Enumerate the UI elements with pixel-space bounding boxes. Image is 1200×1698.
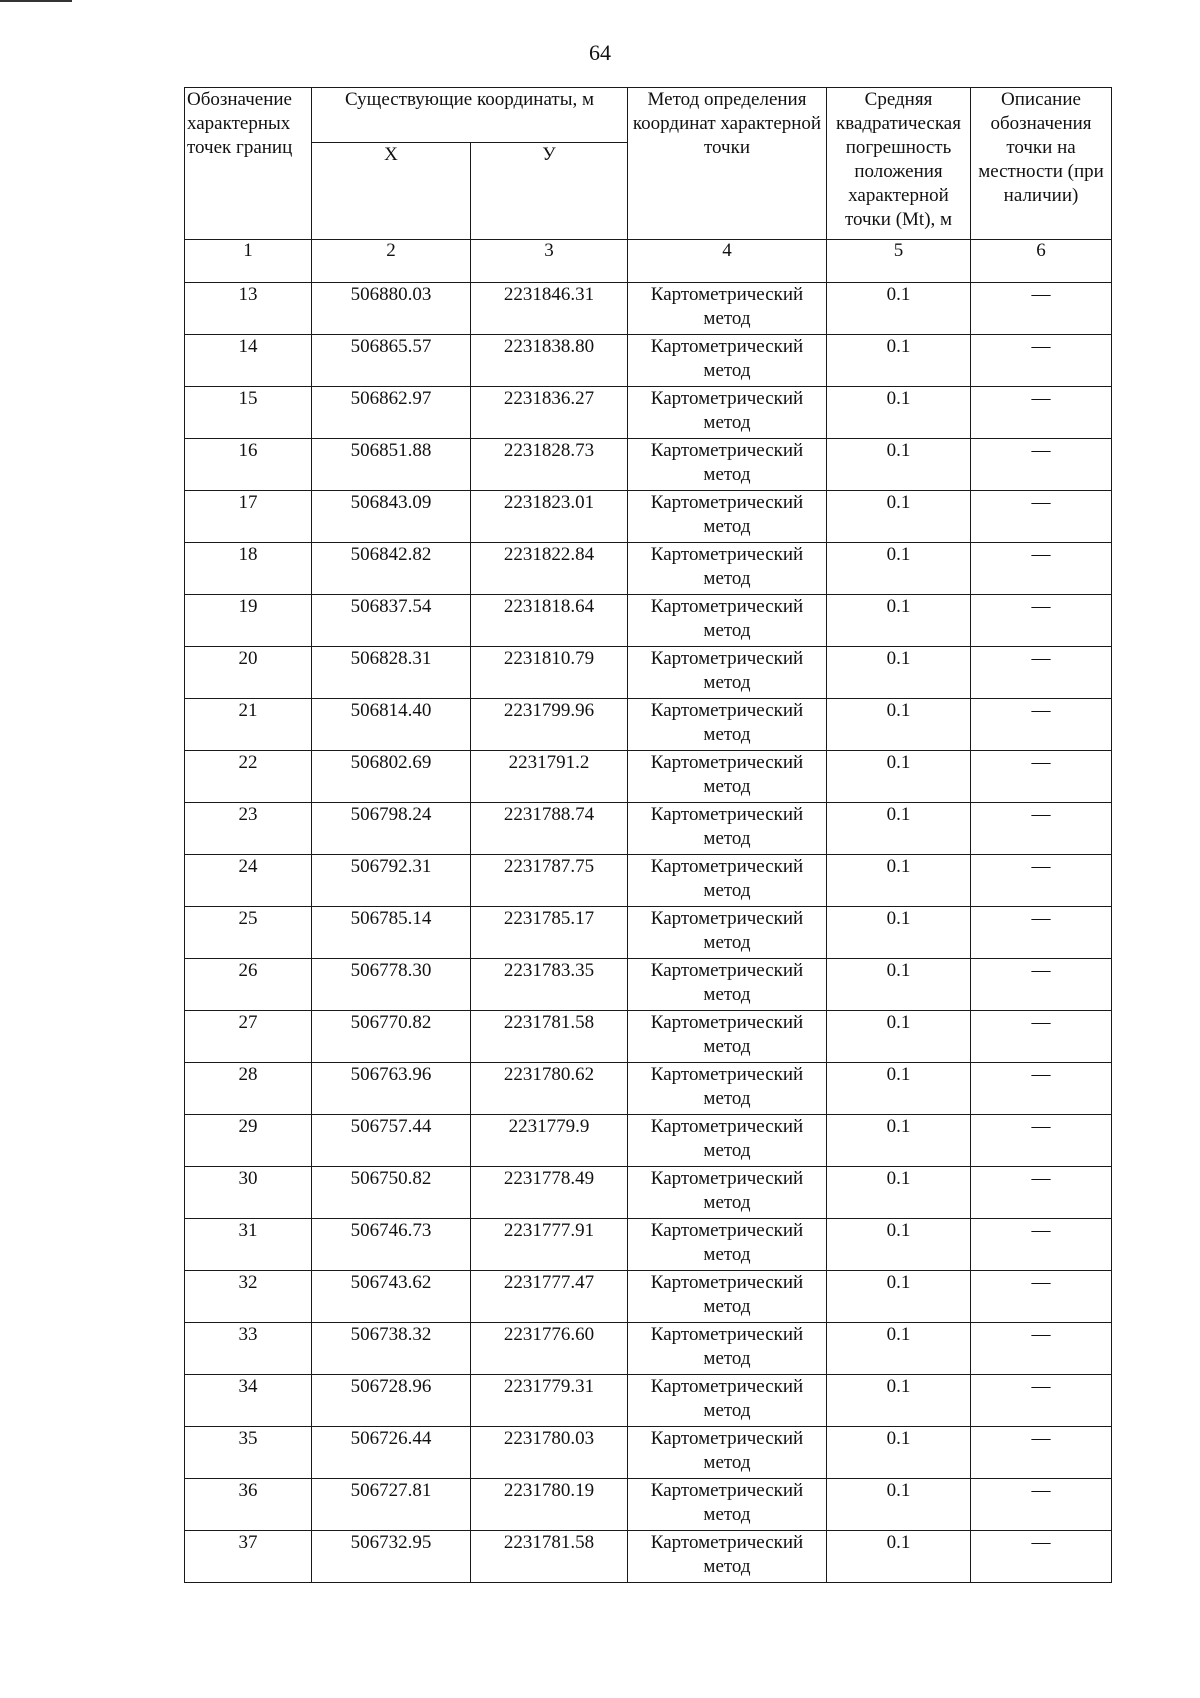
- y-coordinate-cell: 2231780.62: [471, 1063, 628, 1115]
- description-cell: —: [971, 283, 1112, 335]
- x-coordinate-cell: 506798.24: [312, 803, 471, 855]
- method-cell: Картометрический метод: [628, 387, 827, 439]
- y-coordinate-cell: 2231846.31: [471, 283, 628, 335]
- point-number-cell: 15: [185, 387, 312, 439]
- y-coordinate-cell: 2231783.35: [471, 959, 628, 1011]
- description-cell: —: [971, 1063, 1112, 1115]
- y-coordinate-cell: 2231818.64: [471, 595, 628, 647]
- point-number-cell: 23: [185, 803, 312, 855]
- description-cell: —: [971, 803, 1112, 855]
- table-row: [185, 803, 1112, 855]
- table-row: [185, 959, 1112, 1011]
- y-coordinate-cell: 2231810.79: [471, 647, 628, 699]
- method-cell: Картометрический метод: [628, 439, 827, 491]
- method-cell: Картометрический метод: [628, 491, 827, 543]
- method-cell: Картометрический метод: [628, 1375, 827, 1427]
- x-coordinate-cell: 506778.30: [312, 959, 471, 1011]
- description-cell: —: [971, 595, 1112, 647]
- x-coordinate-cell: 506728.96: [312, 1375, 471, 1427]
- column-number: 2: [312, 240, 471, 283]
- mean-error-cell: 0.1: [827, 1271, 971, 1323]
- description-cell: —: [971, 1323, 1112, 1375]
- y-coordinate-cell: 2231777.91: [471, 1219, 628, 1271]
- x-coordinate-cell: 506770.82: [312, 1011, 471, 1063]
- table-row: [185, 699, 1112, 751]
- mean-error-cell: 0.1: [827, 1167, 971, 1219]
- point-number-cell: 13: [185, 283, 312, 335]
- mean-error-cell: 0.1: [827, 1011, 971, 1063]
- y-coordinate-cell: 2231781.58: [471, 1011, 628, 1063]
- method-cell: Картометрический метод: [628, 595, 827, 647]
- header-designation: Обозначение характерных точек границ: [185, 88, 312, 240]
- mean-error-cell: 0.1: [827, 543, 971, 595]
- description-cell: —: [971, 959, 1112, 1011]
- y-coordinate-cell: 2231788.74: [471, 803, 628, 855]
- point-number-cell: 34: [185, 1375, 312, 1427]
- point-number-cell: 18: [185, 543, 312, 595]
- table-row: [185, 1531, 1112, 1583]
- mean-error-cell: 0.1: [827, 959, 971, 1011]
- table-row: [185, 647, 1112, 699]
- method-cell: Картометрический метод: [628, 1167, 827, 1219]
- method-cell: Картометрический метод: [628, 1427, 827, 1479]
- y-coordinate-cell: 2231778.49: [471, 1167, 628, 1219]
- description-cell: —: [971, 543, 1112, 595]
- header-method: Метод определения координат характерной точки: [628, 88, 827, 240]
- method-cell: Картометрический метод: [628, 1271, 827, 1323]
- header-x: Х: [312, 143, 471, 240]
- description-cell: —: [971, 1271, 1112, 1323]
- method-cell: Картометрический метод: [628, 803, 827, 855]
- method-cell: Картометрический метод: [628, 1219, 827, 1271]
- y-coordinate-cell: 2231781.58: [471, 1531, 628, 1583]
- method-cell: Картометрический метод: [628, 1063, 827, 1115]
- point-number-cell: 29: [185, 1115, 312, 1167]
- description-cell: —: [971, 387, 1112, 439]
- y-coordinate-cell: 2231836.27: [471, 387, 628, 439]
- x-coordinate-cell: 506763.96: [312, 1063, 471, 1115]
- header-row: [185, 88, 1112, 143]
- mean-error-cell: 0.1: [827, 1219, 971, 1271]
- method-cell: Картометрический метод: [628, 907, 827, 959]
- method-cell: Картометрический метод: [628, 751, 827, 803]
- column-number: 6: [971, 240, 1112, 283]
- x-coordinate-cell: 506726.44: [312, 1427, 471, 1479]
- description-cell: —: [971, 751, 1112, 803]
- x-coordinate-cell: 506738.32: [312, 1323, 471, 1375]
- table-row: [185, 907, 1112, 959]
- header-description: Описание обозначения точки на местности (при наличии): [971, 88, 1112, 240]
- mean-error-cell: 0.1: [827, 335, 971, 387]
- mean-error-cell: 0.1: [827, 387, 971, 439]
- point-number-cell: 36: [185, 1479, 312, 1531]
- table-row: [185, 283, 1112, 335]
- table-row: [185, 1011, 1112, 1063]
- method-cell: Картометрический метод: [628, 335, 827, 387]
- point-number-cell: 14: [185, 335, 312, 387]
- y-coordinate-cell: 2231799.96: [471, 699, 628, 751]
- y-coordinate-cell: 2231838.80: [471, 335, 628, 387]
- mean-error-cell: 0.1: [827, 439, 971, 491]
- mean-error-cell: 0.1: [827, 699, 971, 751]
- method-cell: Картометрический метод: [628, 283, 827, 335]
- x-coordinate-cell: 506750.82: [312, 1167, 471, 1219]
- mean-error-cell: 0.1: [827, 491, 971, 543]
- mean-error-cell: 0.1: [827, 1479, 971, 1531]
- description-cell: —: [971, 335, 1112, 387]
- description-cell: —: [971, 1219, 1112, 1271]
- x-coordinate-cell: 506843.09: [312, 491, 471, 543]
- mean-error-cell: 0.1: [827, 647, 971, 699]
- x-coordinate-cell: 506757.44: [312, 1115, 471, 1167]
- y-coordinate-cell: 2231776.60: [471, 1323, 628, 1375]
- x-coordinate-cell: 506802.69: [312, 751, 471, 803]
- y-coordinate-cell: 2231777.47: [471, 1271, 628, 1323]
- method-cell: Картометрический метод: [628, 1479, 827, 1531]
- description-cell: —: [971, 491, 1112, 543]
- x-coordinate-cell: 506732.95: [312, 1531, 471, 1583]
- column-number: 4: [628, 240, 827, 283]
- x-coordinate-cell: 506865.57: [312, 335, 471, 387]
- mean-error-cell: 0.1: [827, 1115, 971, 1167]
- y-coordinate-cell: 2231787.75: [471, 855, 628, 907]
- mean-error-cell: 0.1: [827, 751, 971, 803]
- table-row: [185, 387, 1112, 439]
- x-coordinate-cell: 506851.88: [312, 439, 471, 491]
- table-row: [185, 335, 1112, 387]
- point-number-cell: 27: [185, 1011, 312, 1063]
- point-number-cell: 32: [185, 1271, 312, 1323]
- header-mean-error: Средняя квадратическая погрешность положения характерной точки (Mt), м: [827, 88, 971, 240]
- corner-line: [0, 0, 72, 2]
- mean-error-cell: 0.1: [827, 283, 971, 335]
- point-number-cell: 21: [185, 699, 312, 751]
- mean-error-cell: 0.1: [827, 803, 971, 855]
- mean-error-cell: 0.1: [827, 1375, 971, 1427]
- table-row: [185, 1115, 1112, 1167]
- y-coordinate-cell: 2231779.31: [471, 1375, 628, 1427]
- table-row: [185, 751, 1112, 803]
- table-row: [185, 1063, 1112, 1115]
- x-coordinate-cell: 506727.81: [312, 1479, 471, 1531]
- description-cell: —: [971, 1479, 1112, 1531]
- mean-error-cell: 0.1: [827, 1531, 971, 1583]
- mean-error-cell: 0.1: [827, 1063, 971, 1115]
- point-number-cell: 17: [185, 491, 312, 543]
- method-cell: Картометрический метод: [628, 543, 827, 595]
- column-number-row: [185, 240, 1112, 283]
- y-coordinate-cell: 2231823.01: [471, 491, 628, 543]
- x-coordinate-cell: 506743.62: [312, 1271, 471, 1323]
- column-number: 5: [827, 240, 971, 283]
- x-coordinate-cell: 506814.40: [312, 699, 471, 751]
- mean-error-cell: 0.1: [827, 1323, 971, 1375]
- point-number-cell: 30: [185, 1167, 312, 1219]
- table-row: [185, 855, 1112, 907]
- y-coordinate-cell: 2231779.9: [471, 1115, 628, 1167]
- x-coordinate-cell: 506828.31: [312, 647, 471, 699]
- method-cell: Картометрический метод: [628, 959, 827, 1011]
- method-cell: Картометрический метод: [628, 1011, 827, 1063]
- table-row: [185, 1271, 1112, 1323]
- point-number-cell: 22: [185, 751, 312, 803]
- page-number: 64: [589, 40, 611, 65]
- method-cell: Картометрический метод: [628, 855, 827, 907]
- method-cell: Картометрический метод: [628, 1115, 827, 1167]
- point-number-cell: 37: [185, 1531, 312, 1583]
- method-cell: Картометрический метод: [628, 647, 827, 699]
- table-row: [185, 439, 1112, 491]
- mean-error-cell: 0.1: [827, 855, 971, 907]
- description-cell: —: [971, 647, 1112, 699]
- y-coordinate-cell: 2231780.03: [471, 1427, 628, 1479]
- table-row: [185, 543, 1112, 595]
- description-cell: —: [971, 1531, 1112, 1583]
- point-number-cell: 31: [185, 1219, 312, 1271]
- x-coordinate-cell: 506792.31: [312, 855, 471, 907]
- x-coordinate-cell: 506746.73: [312, 1219, 471, 1271]
- point-number-cell: 35: [185, 1427, 312, 1479]
- method-cell: Картометрический метод: [628, 699, 827, 751]
- table-row: [185, 491, 1112, 543]
- table-row: [185, 1167, 1112, 1219]
- y-coordinate-cell: 2231791.2: [471, 751, 628, 803]
- description-cell: —: [971, 1427, 1112, 1479]
- coordinates-table: [184, 87, 1112, 1583]
- table-row: [185, 1427, 1112, 1479]
- point-number-cell: 28: [185, 1063, 312, 1115]
- table-row: [185, 595, 1112, 647]
- table-row: [185, 1375, 1112, 1427]
- method-cell: Картометрический метод: [628, 1531, 827, 1583]
- y-coordinate-cell: 2231785.17: [471, 907, 628, 959]
- description-cell: —: [971, 1115, 1112, 1167]
- point-number-cell: 16: [185, 439, 312, 491]
- x-coordinate-cell: 506862.97: [312, 387, 471, 439]
- x-coordinate-cell: 506837.54: [312, 595, 471, 647]
- method-cell: Картометрический метод: [628, 1323, 827, 1375]
- header-y: У: [471, 143, 628, 240]
- mean-error-cell: 0.1: [827, 595, 971, 647]
- x-coordinate-cell: 506880.03: [312, 283, 471, 335]
- header-existing-coordinates: Существующие координаты, м: [312, 88, 628, 143]
- description-cell: —: [971, 439, 1112, 491]
- description-cell: —: [971, 1011, 1112, 1063]
- point-number-cell: 25: [185, 907, 312, 959]
- y-coordinate-cell: 2231822.84: [471, 543, 628, 595]
- table-row: [185, 1219, 1112, 1271]
- mean-error-cell: 0.1: [827, 907, 971, 959]
- point-number-cell: 20: [185, 647, 312, 699]
- column-number: 3: [471, 240, 628, 283]
- point-number-cell: 26: [185, 959, 312, 1011]
- y-coordinate-cell: 2231780.19: [471, 1479, 628, 1531]
- point-number-cell: 33: [185, 1323, 312, 1375]
- description-cell: —: [971, 907, 1112, 959]
- table-row: [185, 1479, 1112, 1531]
- point-number-cell: 19: [185, 595, 312, 647]
- y-coordinate-cell: 2231828.73: [471, 439, 628, 491]
- x-coordinate-cell: 506785.14: [312, 907, 471, 959]
- description-cell: —: [971, 855, 1112, 907]
- description-cell: —: [971, 699, 1112, 751]
- table-row: [185, 1323, 1112, 1375]
- description-cell: —: [971, 1375, 1112, 1427]
- point-number-cell: 24: [185, 855, 312, 907]
- description-cell: —: [971, 1167, 1112, 1219]
- mean-error-cell: 0.1: [827, 1427, 971, 1479]
- column-number: 1: [185, 240, 312, 283]
- x-coordinate-cell: 506842.82: [312, 543, 471, 595]
